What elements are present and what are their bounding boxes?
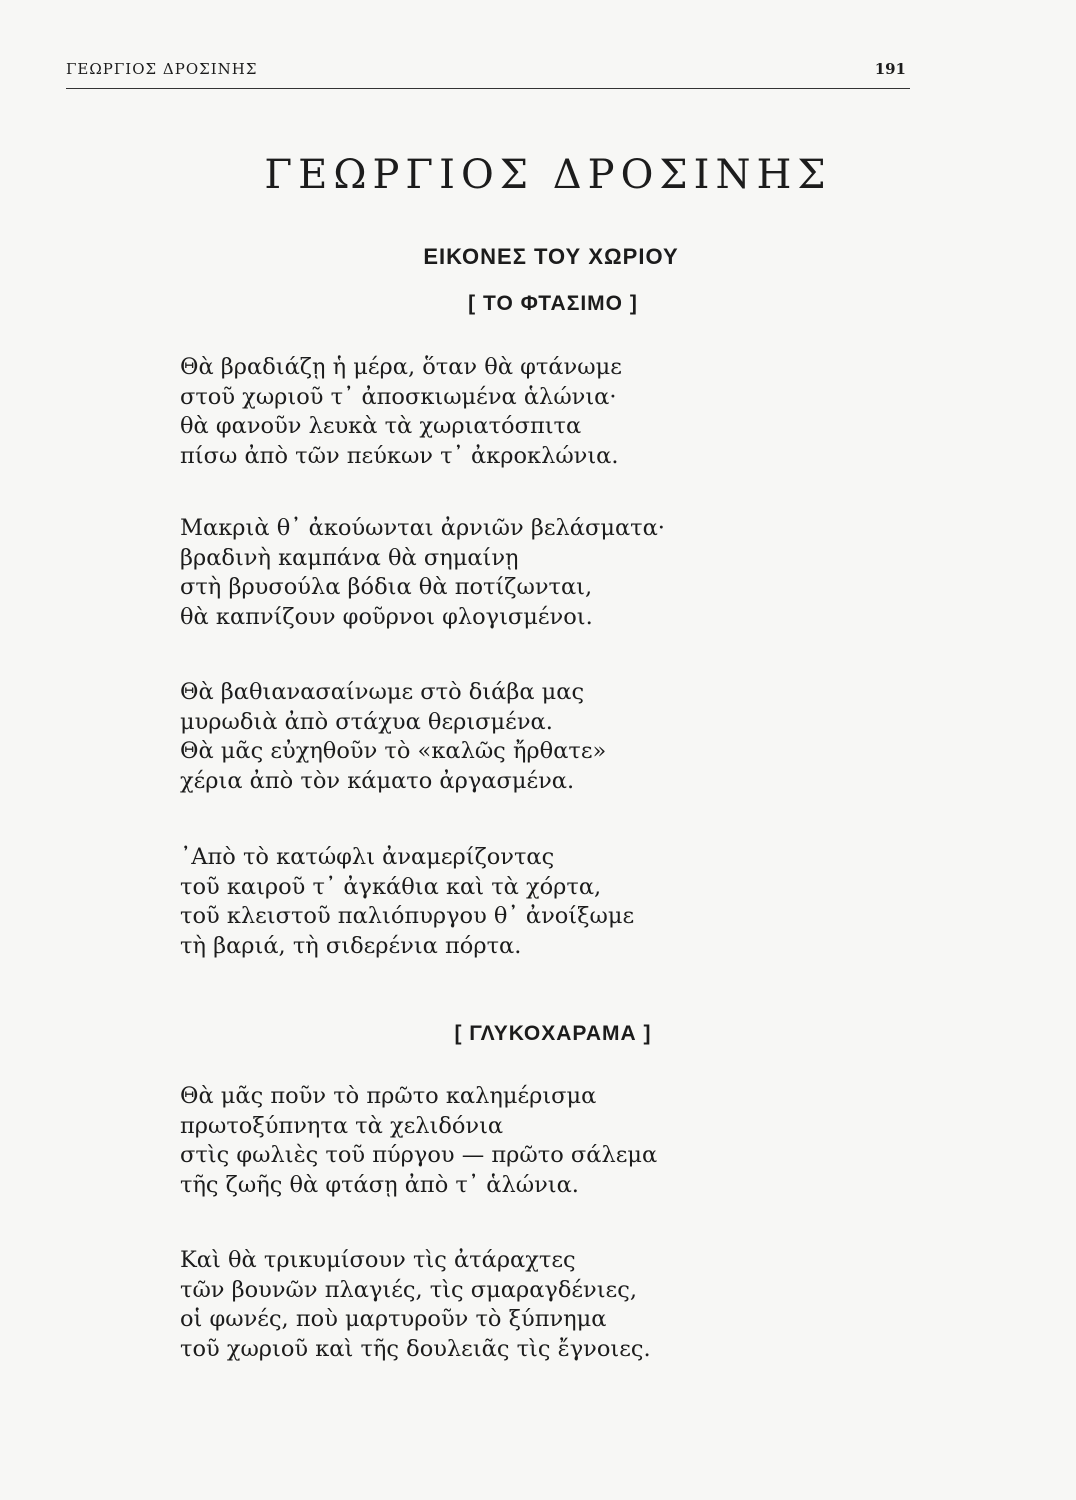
poem-line: Καὶ θὰ τρικυμίσουν τὶς ἀτάραχτες xyxy=(180,1247,576,1273)
poem-line: τῶν βουνῶν πλαγιές, τὶς σμαραγδένιες, xyxy=(180,1276,637,1303)
poem-line: βραδινὴ καμπάνα θὰ σημαίνῃ xyxy=(180,544,519,571)
poem-line: στοῦ χωριοῦ τ᾽ ἀποσκιωμένα ἁλώνια· xyxy=(180,383,617,410)
poem-line: Θὰ μᾶς ποῦν τὸ πρῶτο καλημέρισμα xyxy=(180,1083,597,1109)
poem-line: οἱ φωνές, ποὺ μαρτυροῦν τὸ ξύπνημα xyxy=(180,1306,607,1332)
stanza xyxy=(180,1246,900,1364)
stanza xyxy=(180,843,900,961)
section-title-to-ftasimo: [ ΤΟ ΦΤΑΣΙΜΟ ] xyxy=(468,292,638,315)
poem-line: τῆς ζωῆς θὰ φτάσῃ ἀπὸ τ᾽ ἁλώνια. xyxy=(180,1171,579,1198)
poem-line: τὴ βαριά, τὴ σιδερένια πόρτα. xyxy=(180,932,522,959)
poem-line: θὰ καπνίζουν φοῦρνοι φλογισμένοι. xyxy=(180,603,593,630)
poem-line: τοῦ χωριοῦ καὶ τῆς δουλειᾶς τὶς ἔγνοιες. xyxy=(180,1335,651,1362)
collection-title: ΕΙΚΟΝΕΣ ΤΟΥ ΧΩΡΙΟΥ xyxy=(423,244,679,269)
stanza xyxy=(180,353,900,471)
poem-line: μυρωδιὰ ἀπὸ στάχυα θερισμένα. xyxy=(180,708,553,735)
section-title-glykoxarama: [ ΓΛΥΚΟΧΑΡΑΜΑ ] xyxy=(454,1022,652,1045)
poem-line: θὰ φανοῦν λευκὰ τὰ χωριατόσπιτα xyxy=(180,413,582,439)
poem-line: στὶς φωλιὲς τοῦ πύργου — πρῶτο σάλεμα xyxy=(180,1142,658,1168)
running-header-author: ΓΕΩΡΓΙΟΣ ΔΡΟΣΙΝΗΣ xyxy=(66,60,258,78)
poem-line: πίσω ἀπὸ τῶν πεύκων τ᾽ ἀκροκλώνια. xyxy=(180,442,619,469)
poem-line: ᾽Απὸ τὸ κατώφλι ἀναμερίζοντας xyxy=(180,844,555,870)
stanza xyxy=(180,1082,900,1200)
poem-line: τοῦ καιροῦ τ᾽ ἀγκάθια καὶ τὰ χόρτα, xyxy=(180,873,602,900)
poem-line: Θὰ βραδιάζῃ ἡ μέρα, ὅταν θὰ φτάνωμε xyxy=(180,354,622,380)
poem-line: χέρια ἀπὸ τὸν κάματο ἀργασμένα. xyxy=(180,767,575,794)
poem-line: Θὰ μᾶς εὐχηθοῦν τὸ «καλῶς ἤρθατε» xyxy=(180,738,607,764)
poem-line: πρωτοξύπνητα τὰ χελιδόνια xyxy=(180,1112,504,1139)
page-title: ΓΕΩΡΓΙΟΣ ΔΡΟΣΙΝΗΣ xyxy=(264,152,832,198)
poem-line: τοῦ κλειστοῦ παλιόπυργου θ᾽ ἀνοίξωμε xyxy=(180,903,635,929)
stanza xyxy=(180,678,900,796)
poem-line: Μακριὰ θ᾽ ἀκούωνται ἀρνιῶν βελάσματα· xyxy=(180,515,665,541)
poem-line: Θὰ βαθιανασαίνωμε στὸ διάβα μας xyxy=(180,679,585,705)
running-header xyxy=(66,60,910,89)
stanza xyxy=(180,514,900,632)
page-number: 191 xyxy=(874,60,906,78)
poem-line: στὴ βρυσούλα βόδια θὰ ποτίζωνται, xyxy=(180,574,593,600)
